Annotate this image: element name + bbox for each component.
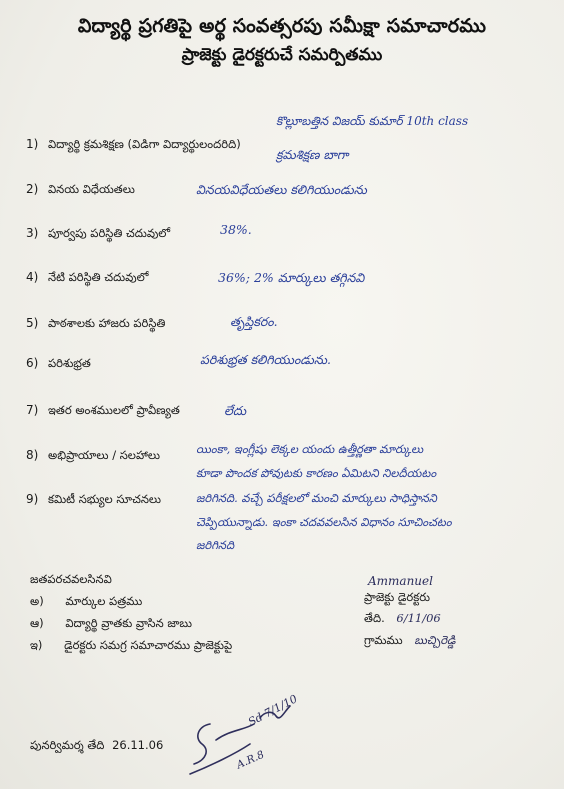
remarks-line: కూడా పొందక పోవుటకు కారణం ఏమిటని నిలదీయటం — [196, 466, 437, 480]
director-place — [364, 633, 456, 650]
date-value: 6/11/06 — [396, 611, 441, 625]
bottom-signature-text: Sd 7/1/10 — [246, 692, 300, 729]
item-number: 6) — [26, 356, 39, 370]
item-number: 5) — [26, 316, 39, 330]
item-label: అభిప్రాయాలు / సలహాలు — [48, 448, 160, 462]
enclosure-marker: ఆ) — [30, 616, 44, 630]
item-number: 2) — [26, 182, 39, 196]
item-number: 9) — [26, 492, 39, 506]
remarks-line: జరిగినది — [196, 538, 235, 552]
review-date: 26.11.06 — [112, 738, 164, 752]
student-name: కొల్లూబత్తిన విజయ్ కుమార్ 10th class — [276, 114, 469, 128]
document-subtitle: ప్రాజెక్టు డైరక్టరుచే సమర్పితము — [181, 45, 383, 65]
item-value: పరిశుభ్రత కలిగియుండును. — [200, 352, 331, 367]
place-value: బుచ్చిరెడ్డి — [414, 633, 456, 647]
place-label: గ్రామము — [364, 633, 403, 647]
director-signature: Ammanuel — [368, 574, 433, 588]
director-designation: ప్రాజెక్టు డైరక్టరు — [364, 590, 431, 604]
review-label: పునర్విమర్శ తేది — [30, 738, 105, 752]
director-date — [364, 611, 441, 628]
bottom-initials: A.R.8 — [234, 748, 267, 772]
enclosures-heading: జతపరచవలసినవి — [30, 572, 112, 586]
item-number: 7) — [26, 403, 39, 417]
item-label: విద్యార్థి క్రమశిక్షణ (విడిగా విద్యార్థులందరిది) — [48, 137, 241, 151]
item-value: 36%; 2% మార్కులు తగ్గినవి — [218, 270, 365, 285]
enclosure-text: మార్కుల పత్రము — [65, 594, 143, 608]
enclosure-item — [30, 638, 232, 655]
item-label: పరిశుభ్రత — [48, 356, 91, 370]
remarks-line: చెప్పియున్నాడు. ఇంకా చదవవలసిన విధానం సూచించటం — [196, 515, 452, 529]
enclosure-item — [30, 594, 142, 611]
item-label: పూర్వపు పరిస్థితి చదువులో — [48, 226, 171, 240]
item-label: పాఠశాలకు హాజరు పరిస్థితి — [48, 316, 166, 330]
item-value: వినయవిధేయతలు కలిగియుండును — [196, 182, 367, 197]
item-label: ఇతర అంశములలో ప్రావీణ్యత — [48, 403, 180, 417]
review-date-line — [30, 738, 163, 755]
item-number: 3) — [26, 226, 39, 240]
item-label: వినయ విధేయతలు — [48, 182, 135, 196]
enclosure-text: విద్యార్థి వ్రాతకు వ్రాసిన జాబు — [65, 616, 192, 630]
enclosure-marker: అ) — [30, 594, 44, 608]
item-value: క్రమశిక్షణ బాగా — [276, 147, 349, 162]
enclosure-text: డైరక్టరు సమగ్ర సమాచారము ప్రాజెక్టుపై — [64, 638, 233, 652]
remarks-line: యింకా, ఇంగ్లీషు లెక్కల యందు ఉత్తీర్ణతా మార్కులు — [196, 442, 424, 456]
item-label: నేటి పరిస్థితి చదువులో — [48, 270, 149, 284]
item-value: తృప్తికరం. — [230, 314, 278, 329]
item-label: కమిటీ సభ్యుల సూచనలు — [48, 492, 162, 506]
item-number: 4) — [26, 270, 39, 284]
enclosure-marker: ఇ) — [30, 638, 43, 652]
item-number: 8) — [26, 448, 39, 462]
item-value: లేదు — [224, 403, 247, 418]
item-number: 1) — [26, 137, 39, 151]
document-title: విద్యార్థి ప్రగతిపై అర్థ సంవత్సరపు సమీక్షా సమాచారము — [77, 15, 487, 37]
enclosure-item — [30, 616, 192, 633]
item-value: 38%. — [220, 222, 252, 237]
date-label: తేది. — [364, 611, 385, 625]
remarks-line: జరిగినది. వచ్చే పరీక్షలలో మంచి మార్కులు సాధిస్తానని — [196, 491, 437, 505]
